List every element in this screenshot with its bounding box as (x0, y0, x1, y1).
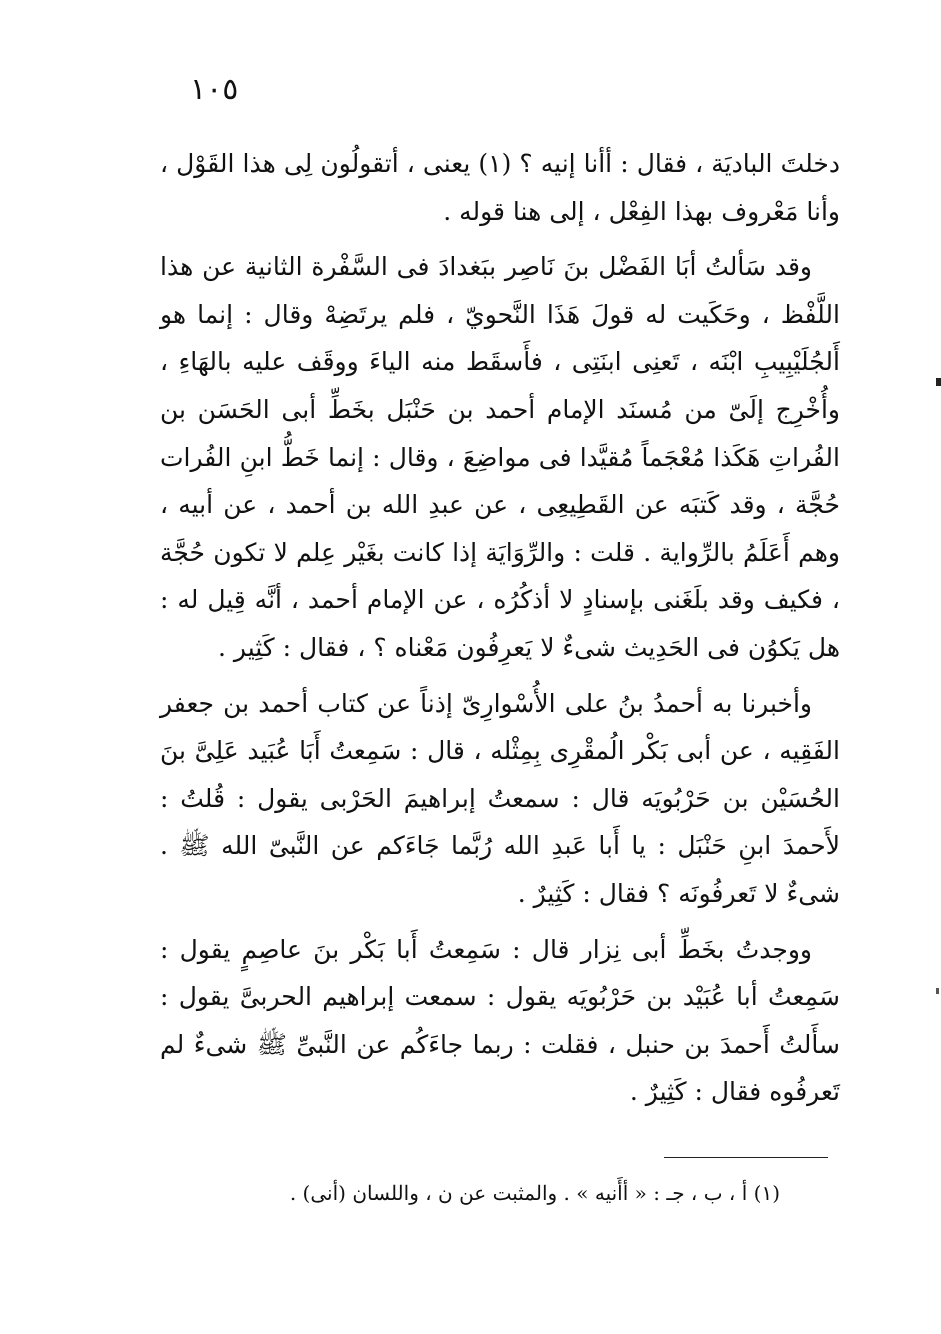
footnote-divider (664, 1157, 828, 1158)
paragraph-4: ووجدتُ بخَطِّ أبى نِزار قال : سَمِعتُ أَبا بَكْر بنَ عاصِمٍ يقول : سَمِعتُ أبا عُبَيْد بن حَرْبُويَه يقول : سمعت إبراهيم الحربىَّ يقول : سأَلتُ أَحمدَ بن حنبل ، فقلت : ربما جاءَكُم عن النَّبىِّ ﷺ شىءٌ لم تَعرفُوه فقال : كَثِيرٌ . (160, 934, 840, 1107)
paragraph-1: دخلتَ الباديَة ، فقال : أأنا إنيه ؟ (١) يعنى ، أتقولُون لِى هذا القَوْل ، وأنا مَعْروف بهذا الفِعْل ، إلى هنا قوله . (160, 149, 840, 226)
page-number: ١٠٥ (190, 72, 239, 107)
body-text (160, 140, 840, 1116)
margin-mark (936, 378, 941, 386)
paragraph-3: وأخبرنا به أحمدُ بنُ على الأُسْوارِىّ إذناً عن كتاب أحمد بن جعفر الفَقِيه ، عن أبى بَكْر الُمقْرِى بِمِثْله ، قال : سَمِعتُ أَبَا عُبَيد عَلِىَّ بنَ الحُسَيْن بن حَرْبُويَه قال : سمعتُ إبراهيمَ الحَرْبى يقول : قُلتُ : لأَحمدَ ابنِ حَنْبَل : يا أَبا عَبدِ الله رُبَّما جَاءَكم عن النَّبىّ الله ﷺ . شىءٌ لا تَعرفُونَه ؟ فقال : كَثِيرٌ . (160, 688, 840, 908)
paragraph-2: وقد سَألتُ أبَا الفَضْل بنَ نَاصِر ببَغدادَ فى السَّفْرة الثانية عن هذا اللَّفْظ ، وحَكَيت له قولَ هَذَا النَّحويّ ، فلم يرتَضِهْ وقال : إنما هو أَلجُلَيْبِيبِ ابْنَه ، تَعنِى ابنَتِى ، فأَسقَط منه الياءَ ووقَف عليه بالهَاءِ ، وأُخْرِج إلَىّ من مُسنَد الإمام أحمد بن حَنْبَل بخَطِّ أبى الحَسَن بن الفُراتِ هَكَذا مُعْجَماً مُقيَّدا فى مواضِعَ ، وقال : إنما خَطُّ ابنِ الفُرات حُجَّة ، وقد كَتبَه عن القَطِيعِى ، عن عبدِ الله بن أحمد ، عن أبيه ، وهم أَعَلَمُ بالرِّواية . قلت : والرِّوَايَة إذا كانت بغَيْر عِلم لا تكون حُجَّة ، فكيف وقد بلَغَنى بإسنادٍ لا أذكُرُه ، عن الإمام أحمد ، أنَّه قِيل له : هل يَكوُن فى الحَدِيث شىءٌ لا يَعرِفُون مَعْناه ؟ ، فقال : كَثِير . (160, 252, 840, 662)
footnote: (١) أ ، ب ، جـ : « أأَنيه » . والمثبت عن ن ، واللسان (أنى) . (289, 1181, 780, 1205)
margin-mark (936, 988, 939, 994)
